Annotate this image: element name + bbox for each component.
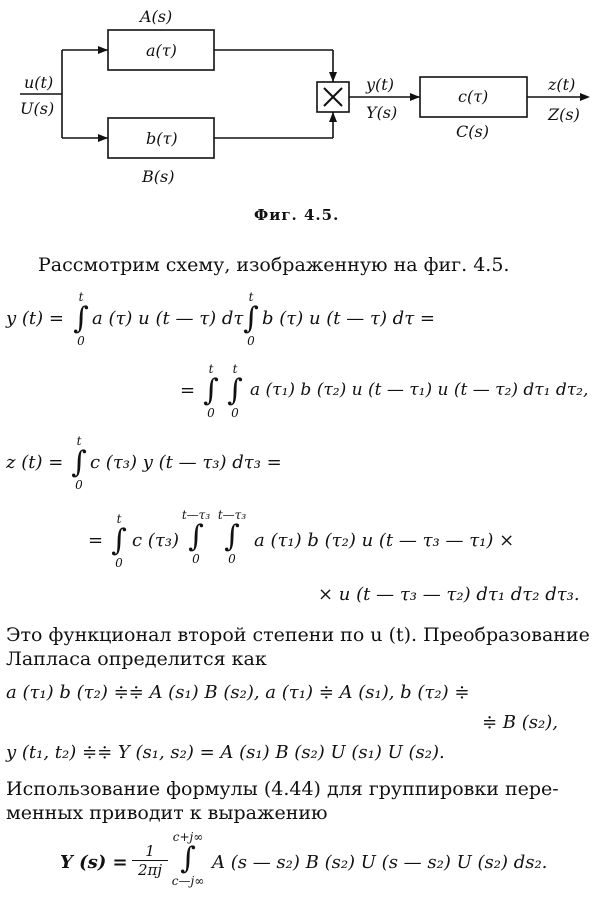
integral-sign: ∫ xyxy=(73,301,89,336)
label-a-tau: a(τ) xyxy=(146,41,177,60)
integral-sign: ∫ xyxy=(243,301,259,336)
label-z-t: z(t) xyxy=(548,75,576,94)
para2-line1: Это функционал второй степени по u (t). Преобразование xyxy=(6,624,590,646)
eq2-int-upper: t xyxy=(76,434,82,448)
eq1-int1-upper: t xyxy=(78,290,84,304)
label-Y-s: Y(s) xyxy=(366,103,398,122)
integral-sign: ∫ xyxy=(71,445,87,480)
intro-text: Рассмотрим схему, изображенную на фиг. 4.5. xyxy=(38,254,510,276)
arrow-c xyxy=(410,93,420,101)
eq4-integral xyxy=(168,830,208,888)
eq1-term1: a (τ) u (t — τ) dτ xyxy=(92,308,244,329)
arrow-out xyxy=(580,93,590,101)
eq2-line2-prefix: = xyxy=(88,530,104,551)
eq1-l2-int1-upper: t xyxy=(208,362,214,376)
eq4-int-upper: c+j∞ xyxy=(172,830,204,844)
label-b-tau: b(τ) xyxy=(146,129,178,148)
eq4-frac-num: 1 xyxy=(132,842,168,861)
eq2-term1: c (τ₃) y (t — τ₃) dτ₃ = xyxy=(90,452,282,473)
eq1-integral-2 xyxy=(240,290,262,348)
eq3-line1: a (τ₁) b (τ₂) ≑≑ A (s₁) B (s₂), a (τ₁) ≑ A (s₁), b (τ₂) ≑ xyxy=(6,682,470,703)
eq1-line2-int2 xyxy=(224,362,246,420)
eq1-lhs: y (t) = xyxy=(6,308,64,329)
arrow-mult-bottom xyxy=(329,112,337,122)
eq1-line2-term: a (τ₁) b (τ₂) u (t — τ₁) u (t — τ₂) dτ₁ dτ₂, xyxy=(250,380,589,400)
eq2-l2-int1-lower: 0 xyxy=(115,556,123,570)
figure-caption: Фиг. 4.5. xyxy=(254,206,340,224)
eq2-l2-int1-upper: t xyxy=(116,512,122,526)
arrow-a xyxy=(98,46,108,54)
eq2-line2-int3 xyxy=(214,508,250,566)
eq2-integral xyxy=(68,434,90,492)
eq2-line2-c: c (τ₃) xyxy=(132,530,180,551)
label-B-s: B(s) xyxy=(142,167,175,186)
arrow-mult-top xyxy=(329,72,337,82)
eq1-int2-lower: 0 xyxy=(247,334,255,348)
eq1-l2-int1-lower: 0 xyxy=(207,406,215,420)
integral-sign: ∫ xyxy=(180,841,196,876)
label-C-s: C(s) xyxy=(456,122,489,141)
label-c-tau: c(τ) xyxy=(458,87,489,106)
label-U-s: U(s) xyxy=(20,99,55,118)
eq4-term: A (s — s₂) B (s₂) U (s — s₂) U (s₂) ds₂. xyxy=(212,852,548,873)
integral-sign: ∫ xyxy=(111,523,127,558)
integral-sign: ∫ xyxy=(227,373,243,408)
eq1-line2-int1 xyxy=(200,362,222,420)
eq1-int2-upper: t xyxy=(248,290,254,304)
arrow-b xyxy=(98,134,108,142)
eq2-int-lower: 0 xyxy=(75,478,83,492)
eq1-l2-int2-lower: 0 xyxy=(231,406,239,420)
eq3-line3: y (t₁, t₂) ≑≑ Y (s₁, s₂) = A (s₁) B (s₂) U (s₁) U (s₂). xyxy=(6,742,445,763)
eq2-line3: × u (t — τ₃ — τ₂) dτ₁ dτ₂ dτ₃. xyxy=(318,584,580,605)
eq1-line2-prefix: = xyxy=(180,380,196,401)
eq2-l2-int2-lower: 0 xyxy=(192,552,200,566)
eq2-line2-term: a (τ₁) b (τ₂) u (t — τ₃ — τ₁) × xyxy=(254,530,515,551)
label-A-s: A(s) xyxy=(140,7,173,26)
label-y-t: y(t) xyxy=(366,75,394,94)
eq4-fraction xyxy=(132,842,168,879)
eq2-l2-int2-upper: t—τ₃ xyxy=(181,508,211,522)
eq2-l2-int3-upper: t—τ₃ xyxy=(217,508,247,522)
eq1-term2: b (τ) u (t — τ) dτ = xyxy=(262,308,435,329)
para3-line2: менных приводит к выражению xyxy=(6,802,328,824)
eq2-l2-int3-lower: 0 xyxy=(228,552,236,566)
para3-line1: Использование формулы (4.44) для группировки пере- xyxy=(6,778,559,800)
integral-sign: ∫ xyxy=(203,373,219,408)
eq1-integral-1 xyxy=(70,290,92,348)
block-diagram xyxy=(0,0,600,200)
eq1-int1-lower: 0 xyxy=(77,334,85,348)
integral-sign: ∫ xyxy=(224,519,240,554)
eq2-line2-int1 xyxy=(108,512,130,570)
eq1-l2-int2-upper: t xyxy=(232,362,238,376)
label-u-t: u(t) xyxy=(24,73,54,92)
eq2-line2-int2 xyxy=(178,508,214,566)
label-Z-s: Z(s) xyxy=(548,105,580,124)
eq4-int-lower: c—j∞ xyxy=(171,874,205,888)
eq4-lhs: Y (s) = xyxy=(60,852,128,873)
integral-sign: ∫ xyxy=(188,519,204,554)
eq4-frac-den: 2πj xyxy=(137,861,163,879)
eq3-line2: ≑ B (s₂), xyxy=(482,712,558,733)
para2-line2: Лапласа определится как xyxy=(6,648,267,670)
eq2-lhs: z (t) = xyxy=(6,452,64,473)
